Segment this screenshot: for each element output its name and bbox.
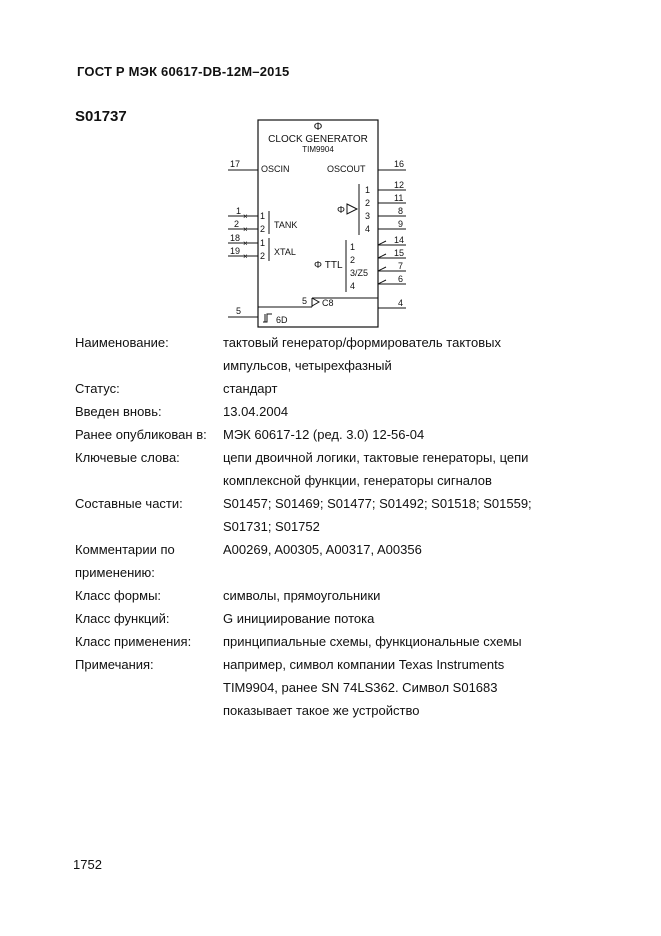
property-label: Наименование: [75,335,169,350]
properties-table [75,331,635,722]
property-row-components [75,492,635,538]
property-row-status [75,377,635,400]
pin-15-number: 15 [394,248,405,258]
pin-1-number: 1 [236,206,242,216]
value-line: S01731; S01752 [223,519,320,534]
phi-inner-4: 4 [365,224,371,234]
pin-1-x-mark: × [243,212,248,221]
value-line: импульсов, четырехфазный [223,358,392,373]
phi-inner-2: 2 [365,198,371,208]
value-line: например, символ компании Texas Instruments [223,657,505,672]
pin-11-number: 11 [394,193,404,203]
property-label: Примечания: [75,657,154,672]
value-line: тактовый генератор/формирователь тактовых [223,335,501,350]
ttl-inner-4: 4 [350,281,356,291]
pin-6-number: 6 [398,274,404,284]
pin-4-number: 4 [398,298,404,308]
property-label: Класс функций: [75,611,170,626]
pin-7-number: 7 [398,261,404,271]
schmitt-label: 6D [276,315,288,325]
pin-18-number: 18 [230,233,241,243]
value-line: S01457; S01469; S01477; S01492; S01518; S01559; [223,496,532,511]
pin-14-number: 14 [394,235,405,245]
property-row-shape-class [75,584,635,607]
property-value [223,653,533,722]
property-row-function-class [75,607,635,630]
clock-generator-symbol [226,118,426,333]
property-value [223,492,533,538]
pin-oscin-label: OSCIN [261,164,290,174]
property-label: Класс формы: [75,588,162,603]
value-line: стандарт [223,381,278,396]
pin-2-number: 2 [234,219,240,229]
property-row-published [75,423,635,446]
tank-inner-2: 2 [260,224,266,234]
phi-inner-3: 3 [365,211,371,221]
tank-inner-1: 1 [260,211,266,221]
property-label: Ключевые слова: [75,450,180,465]
symbol-title: CLOCK GENERATOR [268,134,368,145]
pin-2-x-mark: × [243,225,248,234]
property-value [223,331,533,377]
value-line: комплексной функции, генераторы сигналов [223,473,492,488]
property-row-comments [75,538,635,584]
pin-8-number: 8 [398,206,404,216]
symbol-code: S01737 [75,108,127,125]
property-value [223,446,533,492]
pin-17-number: 17 [230,159,241,169]
control-label: C8 [322,298,334,308]
value-line: A00269, A00305, A00317, A00356 [223,542,422,557]
xtal-label: XTAL [274,247,296,257]
value-line: символы, прямоугольники [223,588,381,603]
property-label: Составные части: [75,496,183,511]
property-row-introduced [75,400,635,423]
pin-12-number: 12 [394,180,405,190]
value-line: МЭК 60617-12 (ред. 3.0) 12-56-04 [223,427,425,442]
symbol-model: TIM9904 [302,145,334,154]
document-header: ГОСТ Р МЭК 60617-DB-12M–2015 [77,64,290,79]
property-value [223,423,533,446]
pin-oscout-label: OSCOUT [327,164,366,174]
pin-5-number: 5 [236,306,242,316]
property-value [223,400,533,423]
phi-symbol: Φ [313,121,323,133]
pin-16-number: 16 [394,159,405,169]
value-line: 13.04.2004 [223,404,289,419]
value-line: G инициирование потока [223,611,375,626]
ttl-inner-2: 2 [350,255,356,265]
property-value [223,377,533,400]
property-row-keywords [75,446,635,492]
ttl-inner-3: 3/Z5 [350,268,369,278]
pin-9-number: 9 [398,219,404,229]
value-line: цепи двоичной логики, тактовые генераторы, цепи [223,450,529,465]
property-value [223,630,533,653]
group-phi-ttl-label: Φ TTL [314,260,343,271]
group-phi-label: Φ [337,205,345,216]
property-row-application-class [75,630,635,653]
tank-label: TANK [274,220,298,230]
ttl-inner-1: 1 [350,242,356,252]
property-label: Ранее опубликован в: [75,427,207,442]
value-line: TIM9904, ранее SN 74LS362. Символ S01683 [223,680,498,695]
page-number: 1752 [73,857,102,872]
property-row-name [75,331,635,377]
xtal-inner-2: 2 [260,251,266,261]
property-label: Статус: [75,381,120,396]
property-label: Класс применения: [75,634,192,649]
pin-19-number: 19 [230,246,241,256]
control-pin-number: 5 [302,296,308,306]
value-line: принципиальные схемы, функциональные схемы [223,634,522,649]
label-line: применению: [75,565,155,580]
pin-18-x-mark: × [243,239,248,248]
label-line: Комментарии по [75,542,175,557]
property-label [75,538,223,584]
property-value [223,607,533,630]
pin-19-x-mark: × [243,252,248,261]
phi-inner-1: 1 [365,185,371,195]
property-value [223,584,533,607]
property-label: Введен вновь: [75,404,162,419]
property-row-notes [75,653,635,722]
xtal-inner-1: 1 [260,238,266,248]
value-line: показывает такое же устройство [223,703,420,718]
property-value [223,538,533,584]
